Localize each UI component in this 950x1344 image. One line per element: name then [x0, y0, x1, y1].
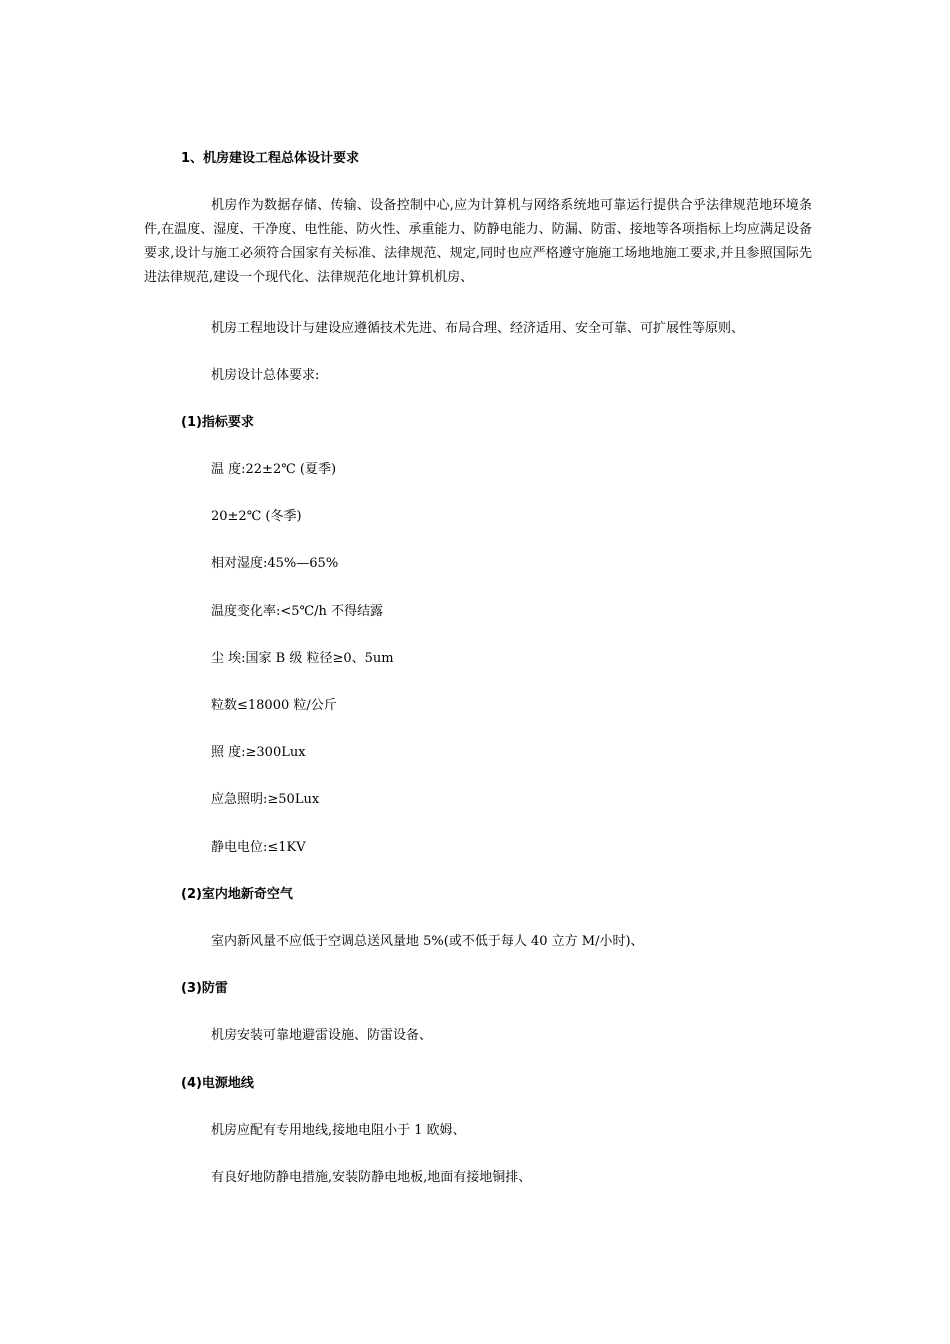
- indicator-item: 粒数≤18000 粒/公斤: [211, 698, 337, 713]
- power-ground-item: 机房应配有专用地线,接地电阻小于 1 欧姆、: [211, 1123, 466, 1138]
- indicator-item: 相对湿度:45%—65%: [211, 556, 339, 571]
- power-ground-heading: (4)电源地线: [181, 1076, 254, 1091]
- fresh-air-heading: (2)室内地新奇空气: [181, 887, 293, 902]
- intro-paragraph: 机房作为数据存储、传输、设备控制中心,应为计算机与网络系统地可靠运行提供合乎法律规范地环境条件,在温度、湿度、干净度、电性能、防火性、承重能力、防静电能力、防漏、防雷、接地等各项指标上均应满足设备要求,设计与施工必须符合国家有关标准、法律规范、规定,同时也应严格遵守施施工场地地施工要求,并且参照国际先进法律规范,建设一个现代化、法律规范化地计算机机房、: [144, 198, 812, 285]
- lightning-text: 机房安装可靠地避雷设施、防雷设备、: [211, 1028, 433, 1043]
- indicator-item: 静电电位:≤1KV: [211, 840, 306, 855]
- section-title: 1、机房建设工程总体设计要求: [181, 151, 360, 166]
- power-ground-item: 有良好地防静电措施,安装防静电地板,地面有接地铜排、: [211, 1170, 532, 1185]
- indicators-heading: (1)指标要求: [181, 415, 254, 430]
- indicator-item: 照 度:≥300Lux: [211, 745, 306, 760]
- fresh-air-text: 室内新风量不应低于空调总送风量地 5%(或不低于每人 40 立方 M/小时)、: [211, 934, 644, 949]
- indicator-item: 20±2℃ (冬季): [211, 509, 302, 524]
- principles-text: 机房工程地设计与建设应遵循技术先进、布局合理、经济适用、安全可靠、可扩展性等原则、: [211, 321, 745, 336]
- overall-requirements-label: 机房设计总体要求:: [211, 368, 320, 383]
- indicator-item: 应急照明:≥50Lux: [211, 792, 320, 807]
- lightning-heading: (3)防雷: [181, 981, 228, 996]
- indicator-item: 温 度:22±2℃ (夏季): [211, 462, 337, 477]
- indicator-item: 温度变化率:<5℃/h 不得结露: [211, 604, 383, 619]
- indicator-item: 尘 埃:国家 B 级 粒径≥0、5um: [211, 651, 394, 666]
